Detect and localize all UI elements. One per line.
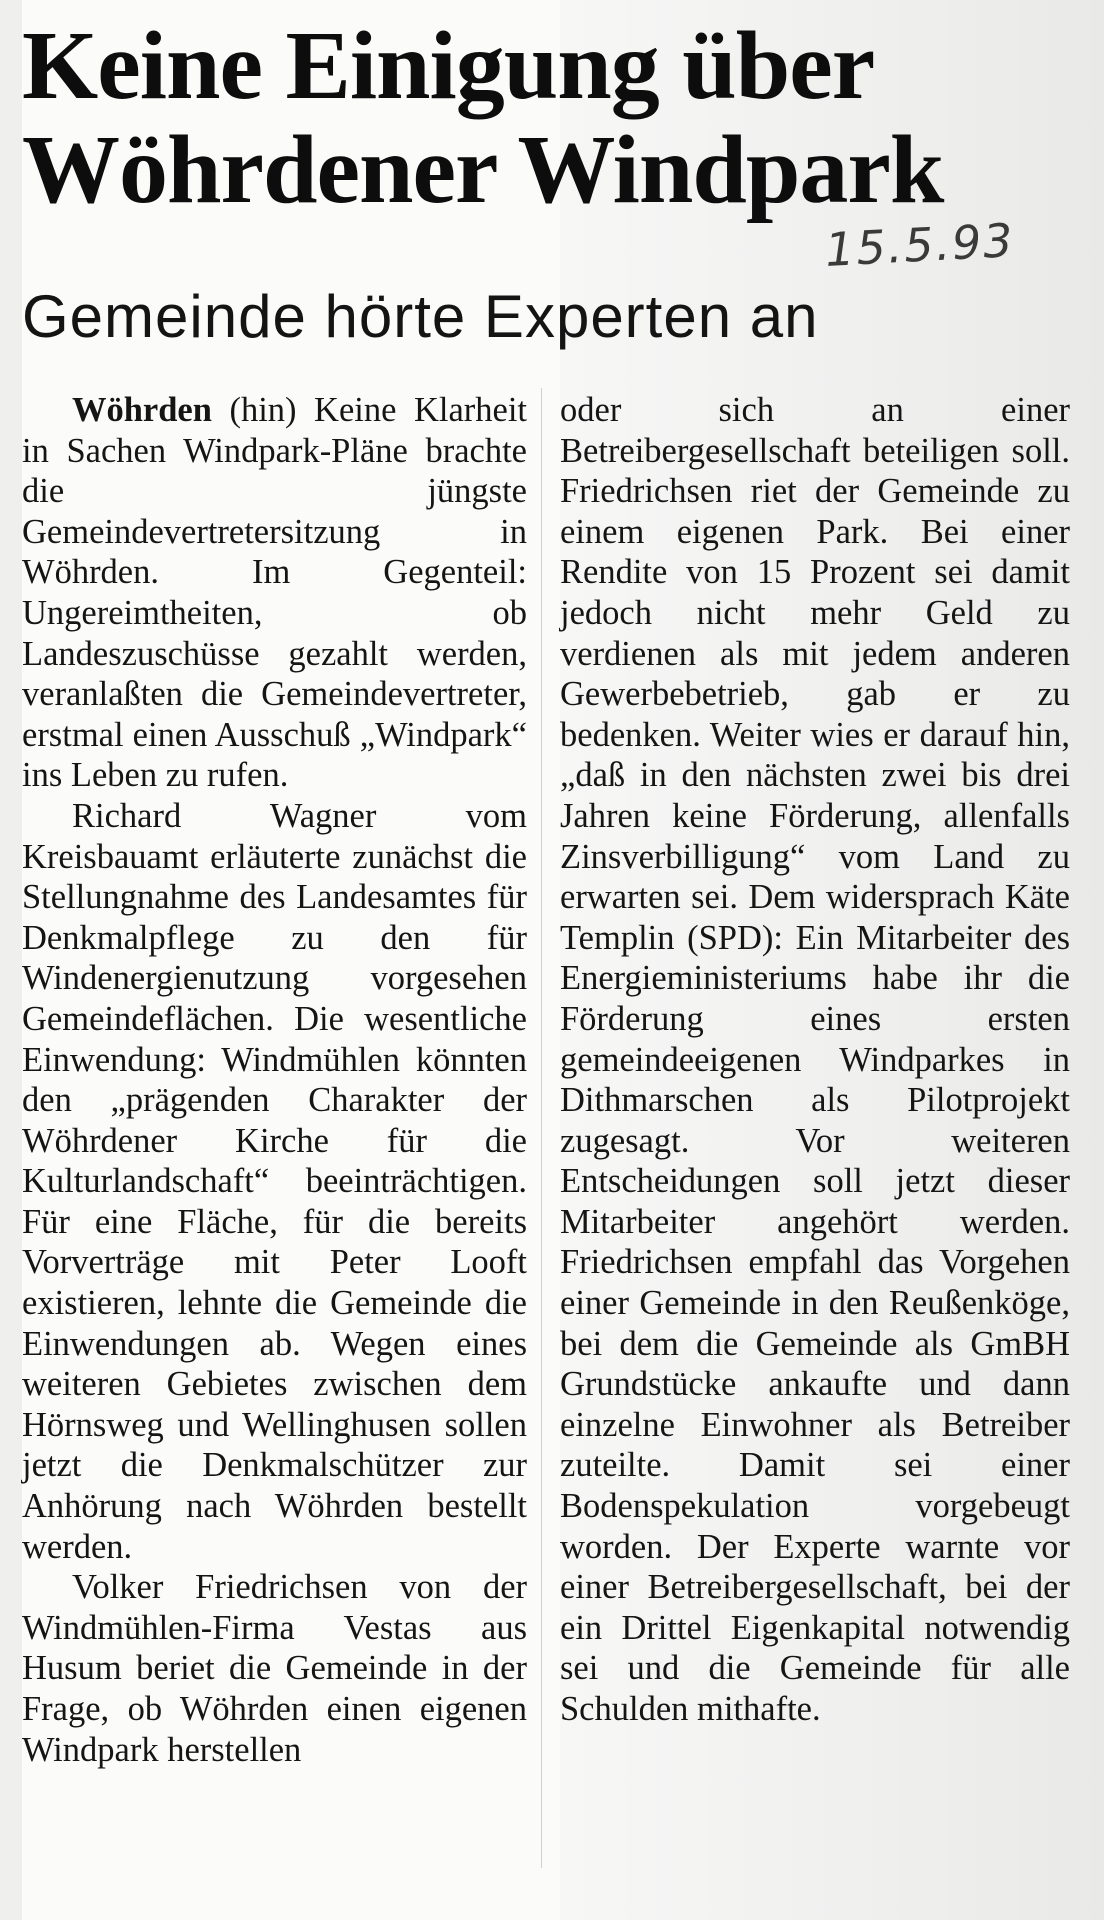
headline-line-1: Keine Einigung über — [22, 12, 875, 120]
handwritten-date: 15.5.93 — [823, 213, 1016, 277]
dateline: Wöhrden — [72, 391, 212, 429]
adjacent-page-bleed-left — [0, 0, 22, 1920]
column-divider — [541, 388, 542, 1868]
paragraph-1 — [22, 390, 527, 796]
paragraph-2: Richard Wagner vom Kreisbauamt erläuterte zunächst die Stellungnahme des Landesamtes für Denkmalpflege zu den für Windenergienutzung vorgesehen Gemeindeflächen. Die wesentliche Einwendung: Windmühlen könnten den „prägenden Charakter der Wöhrdener Kirche für die Kulturlandschaft“ beeinträchtigen. Für eine Fläche, für die bereits Vorverträge mit Peter Looft existieren, lehnte die Gemeinde die Einwendungen ab. Wegen eines weiteren Gebietes zwischen dem Hörnsweg und Wellinghusen sollen jetzt die Denkmalschützer zur Anhörung nach Wöhrden bestellt werden. — [22, 796, 527, 1566]
article-column-right — [560, 390, 1070, 1730]
headline — [22, 14, 1082, 222]
subheadline: Gemeinde hörte Experten an — [22, 283, 819, 350]
headline-line-2: Wöhrdener Windpark — [22, 116, 944, 224]
article-column-left — [22, 390, 527, 1770]
paragraph-continued: oder sich an einer Betreibergesellschaft beteiligen soll. Friedrichsen riet der Gemeinde zu einem eigenen Park. Bei einer Rendite von 15 Prozent sei damit jedoch nicht mehr Geld zu verdienen als mit jedem anderen Gewerbebetrieb, gab er zu bedenken. Weiter wies er darauf hin, „daß in den nächsten zwei bis drei Jahren keine Förderung, allenfalls Zinsverbilligung“ vom Land zu erwarten sei. Dem widersprach Käte Templin (SPD): Ein Mitarbeiter des Energieministeriums habe ihr die Förderung eines ersten gemeindeeigenen Windparkes in Dithmarschen als Pilotprojekt zugesagt. Vor weiteren Entscheidungen soll jetzt dieser Mitarbeiter angehört werden. Friedrichsen empfahl das Vorgehen einer Gemeinde in den Reußenköge, bei dem die Gemeinde als GmBH Grundstücke ankaufte und dann einzelne Einwohner als Betreiber zuteilte. Damit sei einer Bodenspekulation vorgebeugt worden. Der Experte warnte vor einer Betreibergesellschaft, bei der ein Drittel Eigenkapital notwendig sei und die Gemeinde für alle Schulden mithafte. — [560, 391, 1070, 1728]
paragraph-1-text: (hin) Keine Klarheit in Sachen Windpark-Pläne brachte die jüngste Gemeindevertretersitzung in Wöhrden. Im Gegenteil: Ungereimtheiten, ob Landeszuschüsse gezahlt werden, veranlaßten die Gemeindevertreter, erstmal einen Ausschuß „Windpark“ ins Leben zu rufen. — [22, 391, 527, 795]
paragraph-3: Volker Friedrichsen von der Windmühlen-Firma Vestas aus Husum beriet die Gemeinde in der Frage, ob Wöhrden einen eigenen Windpark herstellen — [22, 1568, 527, 1769]
